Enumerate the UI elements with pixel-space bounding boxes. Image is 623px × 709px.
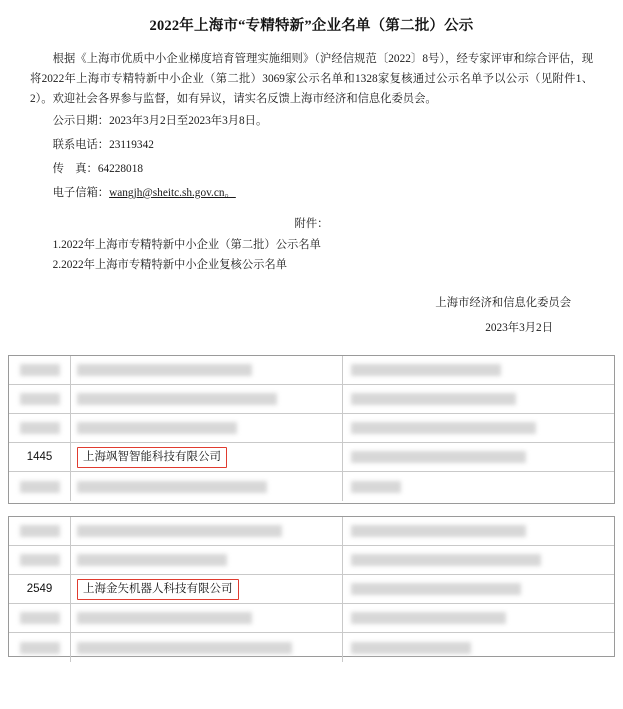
table-row <box>9 356 614 385</box>
table-cell-extra <box>343 546 614 574</box>
table-cell-company <box>71 414 343 442</box>
table-screenshot-first <box>8 355 615 504</box>
intro-paragraph: 根据《上海市优质中小企业梯度培育管理实施细则》（沪经信规范〔2022〕8号），经专家评审和综合评估，现将2022年上海市专精特新中小企业（第二批）3069家公示名单和1328家复核通过公示名单予以公示（见附件1、2）。欢迎社会各界参与监督，如有异议，请实名反馈上海市经济和信息化委员会。 <box>30 53 593 105</box>
field-phone-label: 联系电话 <box>52 139 98 151</box>
table-cell-company <box>71 517 343 545</box>
table-row <box>9 472 614 501</box>
table-cell-company <box>71 546 343 574</box>
table-cell-number <box>9 385 71 413</box>
table-row-highlighted <box>9 443 614 472</box>
field-fax-label: 传 真 <box>52 163 87 175</box>
highlighted-company-name: 上海金矢机器人科技有限公司 <box>77 579 239 600</box>
table-cell-number: 2549 <box>9 575 71 603</box>
table-row <box>9 604 614 633</box>
table-cell-number: 1445 <box>9 443 71 471</box>
table-cell-extra <box>343 443 614 471</box>
table-cell-number <box>9 517 71 545</box>
field-email-value: wangjh@sheitc.sh.gov.cn。 <box>109 187 236 199</box>
table-cell-company <box>71 604 343 632</box>
field-public-date: 公示日期：2023年3月2日至2023年3月8日。 <box>52 115 268 127</box>
table-cell-company <box>71 443 343 471</box>
signature-block <box>0 275 623 341</box>
field-public-date-value: 2023年3月2日至2023年3月8日。 <box>109 115 268 127</box>
table-cell-number <box>9 472 71 501</box>
table-row-highlighted <box>9 575 614 604</box>
field-email-label: 电子信箱 <box>52 187 98 199</box>
field-public-date-label: 公示日期 <box>52 115 98 127</box>
table-row <box>9 633 614 662</box>
table-cell-company <box>71 472 343 501</box>
page-title: 2022年上海市“专精特新”企业名单（第二批）公示 <box>149 18 474 34</box>
attachment-item-2: 2.2022年上海市专精特新中小企业复核公示名单 <box>52 259 288 271</box>
attachment-header: 附件： <box>294 218 329 230</box>
highlighted-company-name: 上海飒智智能科技有限公司 <box>77 447 227 468</box>
table-cell-extra <box>343 575 614 603</box>
table-cell-number <box>9 633 71 662</box>
table-cell-extra <box>343 414 614 442</box>
document-body <box>0 41 623 275</box>
table-row <box>9 414 614 443</box>
table-cell-extra <box>343 472 614 501</box>
table-cell-company <box>71 633 343 662</box>
table-cell-extra <box>343 385 614 413</box>
signature-org: 上海市经济和信息化委员会 <box>435 297 571 309</box>
table-cell-number <box>9 604 71 632</box>
table-cell-company <box>71 575 343 603</box>
attachment-item-1: 1.2022年上海市专精特新中小企业（第二批）公示名单 <box>52 239 321 251</box>
table-cell-extra <box>343 356 614 384</box>
table-row <box>9 517 614 546</box>
field-fax-value: 64228018 <box>97 163 143 175</box>
table-cell-company <box>71 385 343 413</box>
table-row <box>9 385 614 414</box>
table-row <box>9 546 614 575</box>
field-phone: 联系电话：23119342 <box>52 139 154 151</box>
table-cell-company <box>71 356 343 384</box>
table-cell-extra <box>343 517 614 545</box>
field-email: 电子信箱：wangjh@sheitc.sh.gov.cn。 <box>52 187 236 199</box>
table-cell-number <box>9 356 71 384</box>
table-cell-extra <box>343 604 614 632</box>
field-fax: 传 真：64228018 <box>52 163 143 175</box>
table-cell-number <box>9 546 71 574</box>
table-cell-extra <box>343 633 614 662</box>
table-cell-number <box>9 414 71 442</box>
field-phone-value: 23119342 <box>109 139 154 151</box>
signature-date: 2023年3月2日 <box>485 322 553 334</box>
table-screenshot-second <box>8 516 615 657</box>
